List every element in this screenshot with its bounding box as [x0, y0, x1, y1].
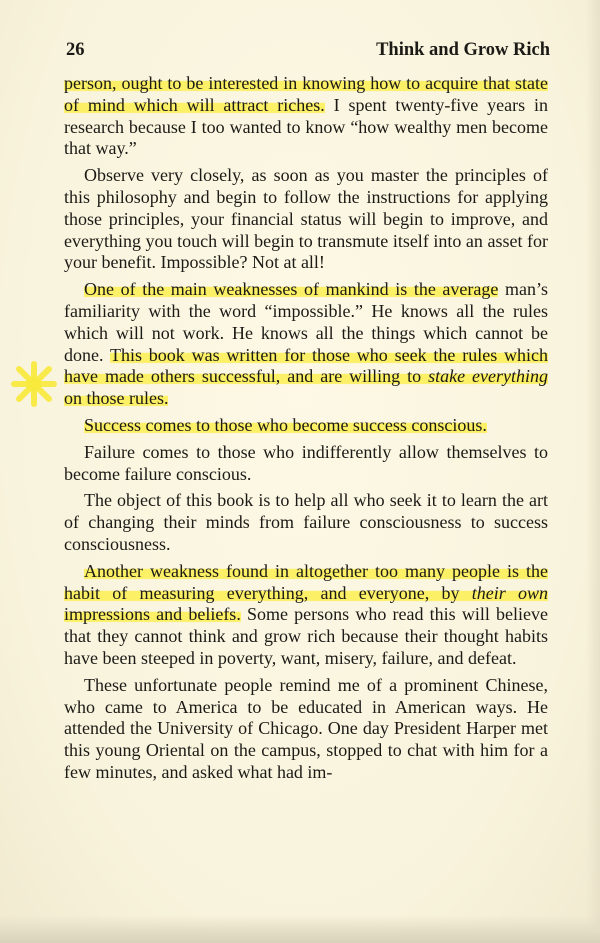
running-header: [66, 38, 550, 64]
page-edge-shade: [586, 0, 600, 943]
highlighted-text: This book was written for those who seek the rules which have made others successful, and are willing to: [64, 344, 548, 387]
page-number: 26: [66, 40, 85, 60]
text-segment: man’s familiarity with the word “impossible.” He knows all the rules which will not work. He knows all the things which cannot be done.: [64, 279, 548, 365]
highlighted-text: Another weakness found in altogether too many people is the habit of measuring everything, and everyone, by: [64, 560, 548, 603]
highlighted-text: Success comes to those who become success conscious.: [84, 414, 487, 435]
page-bottom-shade: [0, 915, 600, 943]
text-segment: Observe very closely, as soon as you master the principles of this philosophy and begin to follow the instructions for applying those principles, your financial status will begin to improve, and everything you touch will begin to transmute itself into an asset for your benefit. Impossible? Not at all!: [64, 165, 548, 273]
highlighted-text: on those rules.: [64, 388, 169, 409]
paragraph: [64, 165, 548, 274]
text-segment: Some persons who read this will believe that they cannot think and grow rich because their thought habits have been steeped in poverty, want, misery, failure, and defeat.: [64, 604, 548, 668]
highlighted-text: their own: [471, 582, 548, 603]
paragraph: [64, 675, 548, 784]
paragraph: [64, 561, 548, 670]
highlighted-text: person, ought to be interested in knowing how to acquire that state of mind which will attract riches.: [64, 73, 548, 115]
text-segment: These unfortunate people remind me of a prominent Chinese, who came to America to be educated in American ways. He attended the University of Chicago. One day President Harper met this young Oriental on the campus, stopped to chat with him for a few minutes, and asked what had im-: [64, 674, 548, 782]
highlighted-text: One of the main weaknesses of mankind is the average: [84, 279, 499, 300]
body-text: [64, 73, 548, 789]
text-segment: The object of this book is to help all who seek it to learn the art of changing their minds from failure consciousness to success consciousness.: [64, 490, 548, 554]
paragraph: [64, 279, 548, 410]
text-segment: I spent twenty-five years in research because I too wanted to know “how wealthy men become that way.”: [64, 94, 548, 159]
highlighted-text: stake everything: [428, 366, 549, 387]
paragraph: [64, 442, 548, 486]
text-segment: Failure comes to those who indifferently allow themselves to become failure conscious.: [64, 441, 548, 484]
paragraph: [64, 490, 548, 555]
asterisk-icon: [6, 358, 62, 410]
highlighted-text: impressions and beliefs.: [64, 604, 241, 625]
running-title: Think and Grow Rich: [376, 40, 550, 60]
paragraph: [64, 415, 548, 437]
paragraph: [64, 73, 548, 160]
